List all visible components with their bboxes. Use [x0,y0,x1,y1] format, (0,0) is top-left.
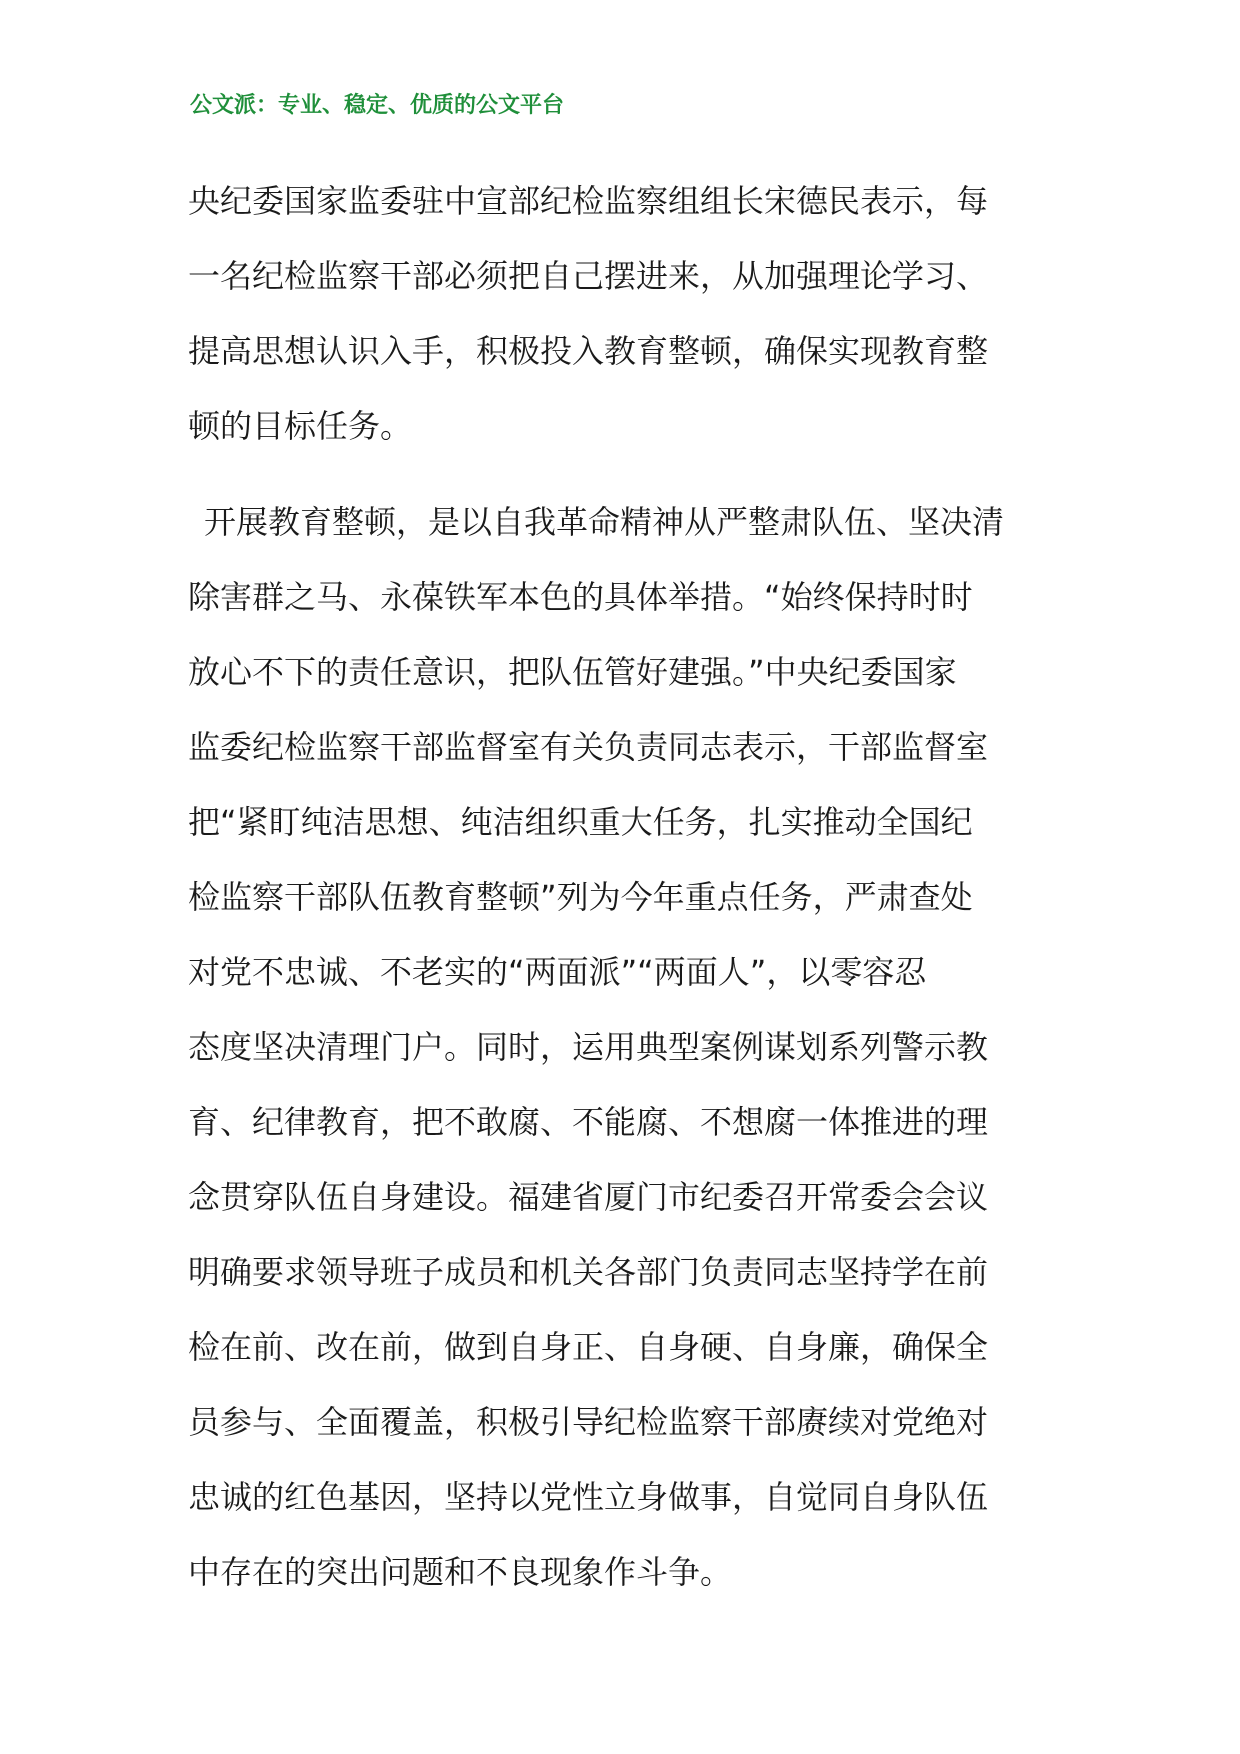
text-line: 念贯穿队伍自身建设。福建省厦门市纪委召开常委会会议 [188,1178,989,1216]
text-line: 开展教育整顿，是以自我革命精神从严整肃队伍、坚决清 [204,503,1005,541]
text-line: 对党不忠诚、不老实的“两面派”“两面人”，以零容忍 [188,953,927,991]
header-banner: 公文派：专业、稳定、优质的公文平台 [190,93,565,118]
text-line: 除害群之马、永葆铁军本色的具体举措。“始终保持时时 [188,578,973,616]
text-line: 放心不下的责任意识，把队伍管好建强。”中央纪委国家 [188,653,957,691]
text-line: 顿的目标任务。 [188,407,413,445]
text-line: 一名纪检监察干部必须把自己摆进来，从加强理论学习、 [188,257,989,295]
text-line: 提高思想认识入手，积极投入教育整顿，确保实现教育整 [188,332,989,370]
text-line: 忠诚的红色基因，坚持以党性立身做事，自觉同自身队伍 [188,1478,989,1516]
text-line: 中存在的突出问题和不良现象作斗争。 [188,1553,733,1591]
paragraph-1 [188,164,1056,464]
text-line: 员参与、全面覆盖，积极引导纪检监察干部赓续对党绝对 [188,1403,989,1441]
text-line: 检监察干部队伍教育整顿”列为今年重点任务，严肃查处 [188,878,973,916]
text-line: 检在前、改在前，做到自身正、自身硬、自身廉，确保全 [188,1328,989,1366]
text-line: 把“紧盯纯洁思想、纯洁组织重大任务，扎实推动全国纪 [188,803,973,841]
text-line: 态度坚决清理门户。同时，运用典型案例谋划系列警示教 [188,1028,989,1066]
document-body [188,164,1056,1610]
text-line: 明确要求领导班子成员和机关各部门负责同志坚持学在前 [188,1253,989,1291]
paragraph-2 [188,485,1056,1610]
text-line: 育、纪律教育，把不敢腐、不能腐、不想腐一体推进的理 [188,1103,989,1141]
text-line: 央纪委国家监委驻中宣部纪检监察组组长宋德民表示，每 [188,182,989,220]
text-line: 监委纪检监察干部监督室有关负责同志表示，干部监督室 [188,728,989,766]
